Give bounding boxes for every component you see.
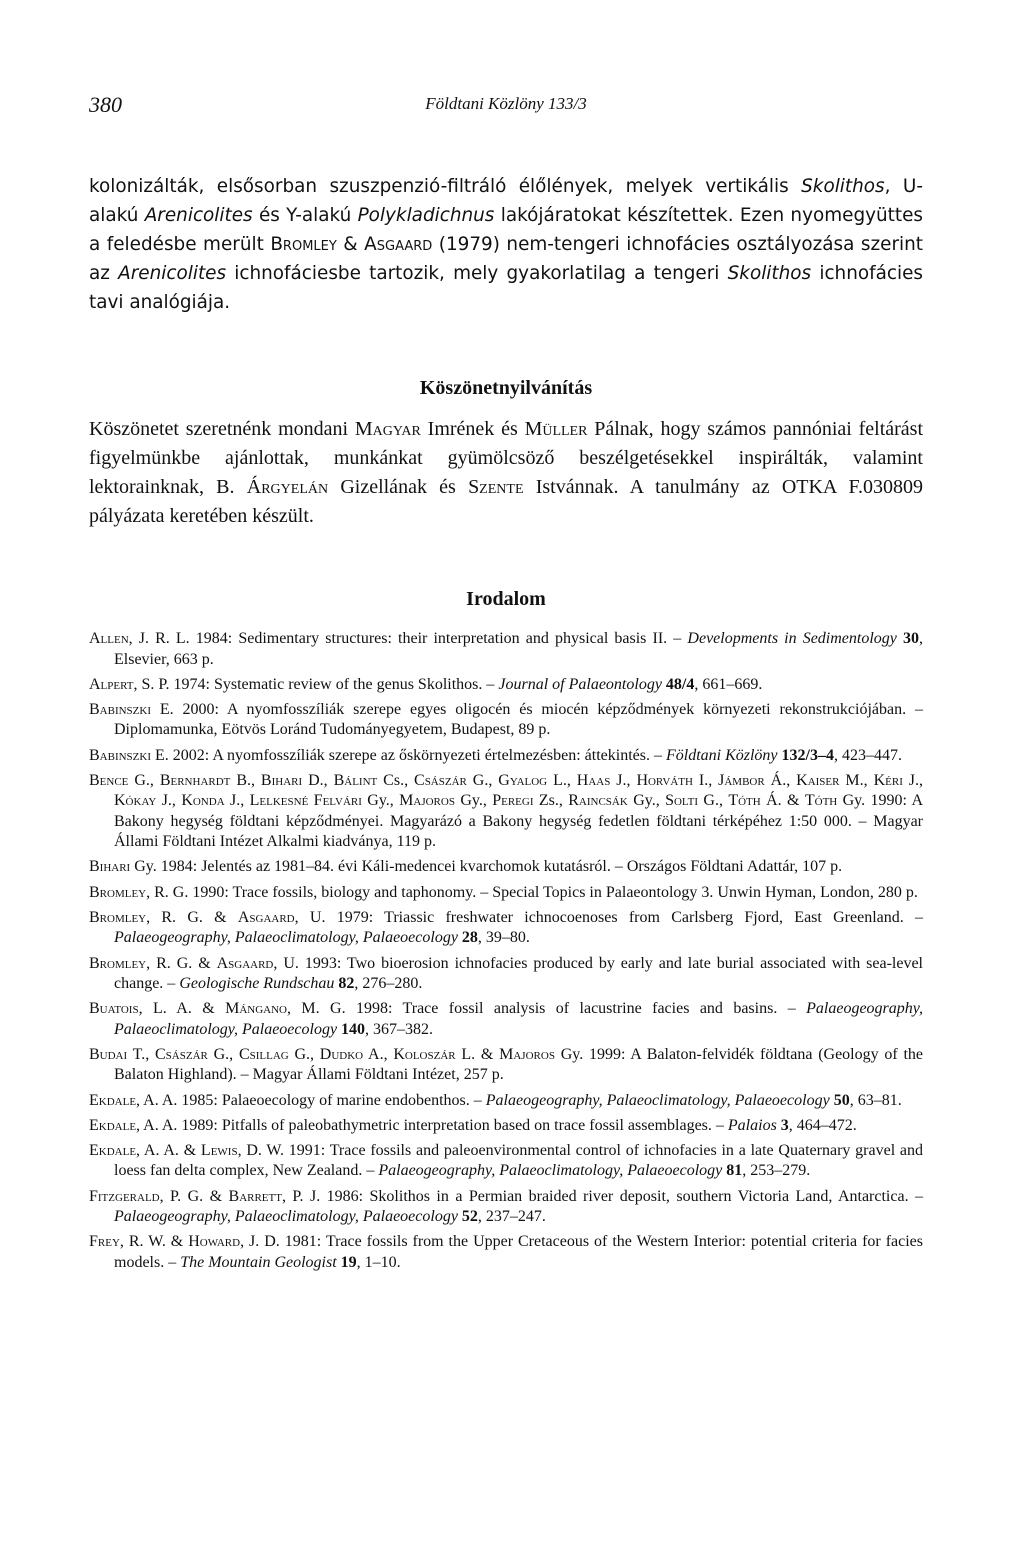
- reference-text: , 367–382.: [365, 1020, 434, 1038]
- reference-author: Tóth: [804, 792, 838, 810]
- reference-entry: [89, 1232, 923, 1273]
- reference-text: , 276–280.: [354, 975, 423, 992]
- reference-author: Asgaard: [237, 908, 295, 926]
- person-name: Szente: [468, 476, 524, 498]
- reference-text: , 423–447.: [833, 746, 902, 764]
- reference-text: , J. R. L. 1984: Sedimentary structures: their interpretation and physical basis II. –: [128, 630, 688, 647]
- reference-text: G.,: [207, 1045, 239, 1063]
- reference-text: J.,: [156, 792, 182, 810]
- body-paragraph: [89, 172, 923, 317]
- reference-source: The Mountain Geologist: [180, 1253, 337, 1271]
- reference-text: , 661–669.: [694, 675, 763, 693]
- reference-text: , A. A. &: [136, 1141, 201, 1159]
- reference-text: Gy. 1990: A Bakony hegység földtani képződményei. Magyarázó a Bakony hegység fedetlen földtani térképéhez 1:50 000. – Magyar Állami Földtani Intézet Alkalmi kiadványa, 119 p.: [114, 792, 924, 851]
- reference-author: Fitzgerald: [89, 1187, 160, 1205]
- text-run: Istvánnak. A tanulmány az OTKA F.030809 pályázata keretében készült.: [89, 476, 924, 527]
- reference-text: L. &: [455, 1045, 500, 1063]
- reference-author: Asgaard: [216, 954, 274, 972]
- reference-author: Jámbor: [718, 771, 765, 789]
- reference-source: Palaeogeography, Palaeoclimatology, Palaeoecology: [114, 929, 458, 947]
- person-name: Árgyelán: [246, 476, 329, 498]
- reference-entry: [89, 746, 923, 767]
- reference-source: Developments in Sedimentology: [687, 630, 897, 647]
- references-heading: Irodalom: [466, 588, 546, 610]
- running-head: [89, 92, 923, 122]
- reference-text: , R. G. 1990: Trace fossils, biology and taphonomy. – Special Topics in Palaeontology 3. Unwin Hyman, London, 280 p.: [146, 883, 918, 901]
- taxon-name: Polykladichnus: [357, 205, 495, 226]
- reference-text: , 39–80.: [477, 929, 530, 947]
- reference-source: Palaeogeography, Palaeoclimatology, Palaeoecology: [114, 1208, 458, 1226]
- reference-author: Budai: [89, 1045, 128, 1063]
- reference-text: , S. P. 1974: Systematic review of the genus Skolithos. –: [133, 675, 499, 693]
- reference-entry: [89, 629, 923, 670]
- reference-text: I.,: [692, 771, 719, 789]
- reference-author: Haas: [576, 771, 611, 789]
- reference-entry: [89, 883, 923, 904]
- reference-volume: 52: [461, 1208, 478, 1226]
- reference-text: A.,: [363, 1045, 394, 1063]
- reference-author: Bihari: [260, 771, 303, 789]
- reference-text: , 464–472.: [788, 1116, 857, 1134]
- reference-text: , A. A. 1989: Pitfalls of paleobathymetric interpretation based on trace fossil assemblages. –: [136, 1116, 728, 1134]
- person-name: Müller: [524, 418, 588, 440]
- reference-volume: 81: [726, 1162, 743, 1180]
- reference-text: , R. G. &: [146, 954, 217, 972]
- text-run: Pálnak, hogy számos pannóniai feltárást figyelmünkbe ajánlottak, munkánkat gyümölcsöző beszélgetésekkel inspirálták, valamint lektorainknak, B.: [89, 418, 924, 498]
- acknowledgement-heading: Köszönetnyilvánítás: [419, 377, 593, 399]
- text-run: ichnofáciesbe tartozik, mely gyakorlatilag a tengeri: [226, 263, 728, 284]
- text-run: ichnofácies tavi analógiája.: [89, 263, 923, 313]
- reference-source: Journal of Palaeontology: [498, 675, 662, 693]
- reference-text: , 237–247.: [477, 1208, 546, 1226]
- reference-text: Zs.,: [533, 792, 569, 810]
- reference-author: Konda: [181, 792, 225, 810]
- reference-author: Peregi: [492, 792, 534, 810]
- reference-source: Palaeogeography, Palaeoclimatology, Palaeoecology: [114, 1000, 923, 1038]
- reference-volume: 50: [833, 1091, 850, 1109]
- reference-author: Howard: [188, 1233, 241, 1251]
- reference-author: Dudko: [319, 1045, 364, 1063]
- reference-text: , L. A. &: [138, 1000, 226, 1018]
- text-run: (1979) nem-tengeri ichnofácies osztályozása szerint az: [89, 234, 923, 284]
- reference-text: M.,: [839, 771, 874, 789]
- reference-entry: [89, 700, 923, 741]
- reference-volume: 82: [338, 975, 355, 992]
- reference-volume: 30: [903, 630, 920, 647]
- reference-author: Bihari: [89, 858, 131, 876]
- reference-author: Császár: [155, 1045, 208, 1063]
- taxon-name: Arenicolites: [118, 263, 227, 284]
- reference-text: L.,: [547, 771, 577, 789]
- text-run: Gizellának és: [328, 476, 469, 498]
- reference-text: , A. A. 1985: Palaeoecology of marine endobenthos. –: [136, 1091, 486, 1109]
- reference-author: Majoros: [399, 792, 455, 810]
- reference-author: Gyalog: [498, 771, 548, 789]
- reference-entry: [89, 1091, 923, 1112]
- reference-entry: [89, 954, 923, 995]
- reference-text: E. 2002: A nyomfosszíliák szerepe az őskörnyezeti értelmezésben: áttekintés. –: [151, 746, 666, 764]
- reference-author: Tóth: [728, 792, 761, 810]
- reference-text: J.,: [224, 792, 250, 810]
- page-number: 380: [89, 92, 122, 117]
- reference-text: Cs.,: [377, 771, 415, 789]
- reference-entry: [89, 771, 923, 853]
- reference-volume: 48/4: [665, 675, 695, 693]
- reference-text: Á.,: [764, 771, 797, 789]
- reference-author: Frey: [89, 1233, 120, 1251]
- reference-entry: [89, 675, 923, 696]
- reference-text: J.,: [902, 771, 924, 789]
- taxon-name: Skolithos: [801, 176, 885, 197]
- reference-author: Mángano: [225, 1000, 287, 1018]
- reference-text: G.,: [288, 1045, 320, 1063]
- reference-author: Babinszki: [89, 746, 152, 764]
- reference-entry: [89, 857, 923, 878]
- reference-author: Császár: [414, 771, 467, 789]
- person-name: Magyar: [354, 418, 421, 440]
- reference-source: Geologische Rundschau: [179, 975, 335, 992]
- reference-entry: [89, 1045, 923, 1086]
- reference-text: G.,: [698, 792, 729, 810]
- reference-author: Solti: [665, 792, 699, 810]
- text-run: Köszönetet szeretnénk mondani: [89, 418, 355, 440]
- reference-text: G.,: [128, 771, 160, 789]
- reference-text: , P. G. &: [159, 1187, 229, 1205]
- reference-volume: 140: [341, 1020, 366, 1038]
- text-run: , U-alakú: [89, 176, 923, 226]
- reference-text: Gy.,: [361, 792, 400, 810]
- reference-volume: 28: [461, 929, 478, 947]
- reference-text: Gy. 1999: A Balaton-felvidék földtana (Geology of the Balaton Highland). – Magyar Állami Földtani Intézet, 257 p.: [114, 1045, 924, 1084]
- reference-text: , J. D. 1981: Trace fossils from the Upper Cretaceous of the Western Interior: potential criteria for facies models. –: [114, 1233, 923, 1271]
- acknowledgement-paragraph: [89, 415, 923, 531]
- reference-entry: [89, 1141, 923, 1182]
- journal-title: Földtani Közlöny 133/3: [425, 94, 587, 113]
- reference-text: , 1–10.: [356, 1253, 401, 1271]
- reference-source: Földtani Közlöny: [665, 746, 778, 764]
- taxon-name: Arenicolites: [144, 205, 253, 226]
- text-run: kolonizálták, elsősorban szuszpenzió-filtráló élőlények, melyek vertikális: [89, 176, 802, 197]
- reference-author: Horváth: [636, 771, 693, 789]
- reference-author: Ekdale: [89, 1116, 137, 1134]
- author-name: Bromley: [270, 234, 337, 255]
- reference-text: Gy.,: [627, 792, 666, 810]
- reference-source: Palaeogeography, Palaeoclimatology, Palaeoecology: [485, 1091, 830, 1109]
- reference-entry: [89, 1187, 923, 1228]
- text-run: lakójáratokat készítettek. Ezen nyomegyüttes a feledésbe merült: [89, 205, 923, 255]
- reference-text: , 63–81.: [849, 1091, 902, 1109]
- reference-author: Kéri: [873, 771, 903, 789]
- reference-author: Bálint: [333, 771, 378, 789]
- reference-author: Bernhardt: [159, 771, 231, 789]
- reference-volume: 3: [780, 1116, 789, 1134]
- reference-author: Lewis: [200, 1141, 238, 1159]
- journal-page: [89, 92, 923, 1278]
- reference-text: , U. 1979: Triassic freshwater ichnocoenoses from Carlsberg Fjord, East Greenland. –: [294, 908, 924, 926]
- reference-author: Bromley: [89, 908, 147, 926]
- reference-author: Babinszki: [89, 700, 152, 718]
- text-run: és Y-alakú: [252, 205, 358, 226]
- reference-text: , U. 1993: Two bioerosion ichnofacies produced by early and late burial associated with sea-level change. –: [114, 954, 923, 992]
- reference-list: [89, 629, 923, 1273]
- reference-author: Bence: [89, 771, 129, 789]
- text-run: Imrének és: [420, 418, 525, 440]
- reference-entry: [89, 999, 923, 1040]
- reference-author: Raincsák: [568, 792, 628, 810]
- text-run: &: [336, 234, 365, 255]
- reference-text: , Elsevier, 663 p.: [114, 630, 924, 668]
- reference-source: Palaeogeography, Palaeoclimatology, Palaeoecology: [378, 1162, 723, 1180]
- reference-text: Gy. 1984: Jelentés az 1981–84. évi Káli-medencei kvarchomok kutatásról. – Országos Földtani Adattár, 107 p.: [130, 858, 843, 876]
- reference-entry: [89, 908, 923, 949]
- reference-author: Kaiser: [796, 771, 840, 789]
- reference-author: Majoros: [499, 1045, 555, 1063]
- reference-author: Bromley: [89, 883, 147, 901]
- reference-author: Csillag: [238, 1045, 289, 1063]
- reference-text: D.,: [302, 771, 334, 789]
- reference-entry: [89, 1116, 923, 1137]
- reference-text: , P. J. 1986: Skolithos in a Permian braided river deposit, southern Victoria Land, Antarctica. –: [281, 1187, 924, 1205]
- reference-volume: 132/3–4: [781, 746, 834, 764]
- reference-author: Alpert: [89, 675, 134, 693]
- reference-author: Kókay: [114, 792, 157, 810]
- reference-text: , 253–279.: [742, 1162, 811, 1180]
- reference-text: , M. G. 1998: Trace fossil analysis of lacustrine facies and basins. –: [286, 1000, 807, 1018]
- reference-text: B.,: [230, 771, 261, 789]
- author-name: Asgaard: [364, 234, 433, 255]
- reference-text: T.,: [127, 1045, 155, 1063]
- reference-text: E. 2000: A nyomfosszíliák szerepe egyes oligocén és miocén képződmények környezeti rekonstrukciójában. – Diplomamunka, Eötvös Loránd Tudományegyetem, Budapest, 89 p.: [114, 700, 923, 739]
- reference-text: J.,: [610, 771, 637, 789]
- reference-author: Buatois: [89, 1000, 139, 1018]
- reference-text: G.,: [466, 771, 499, 789]
- taxon-name: Skolithos: [727, 263, 812, 284]
- reference-volume: 19: [340, 1253, 357, 1271]
- reference-author: Lelkesné Felvári: [249, 792, 362, 810]
- reference-author: Ekdale: [89, 1091, 137, 1109]
- reference-text: , R. G. &: [146, 908, 238, 926]
- reference-author: Ekdale: [89, 1141, 137, 1159]
- reference-author: Allen: [89, 630, 129, 647]
- reference-text: , D. W. 1991: Trace fossils and paleoenvironmental control of ichnofacies in a late Quaternary gravel and loess fan delta complex, New Zealand. –: [114, 1141, 924, 1180]
- reference-author: Barrett: [228, 1187, 282, 1205]
- reference-source: Palaios: [727, 1116, 777, 1134]
- reference-author: Bromley: [89, 954, 147, 972]
- reference-text: Á. &: [760, 792, 805, 810]
- reference-author: Koloszár: [393, 1045, 456, 1063]
- reference-text: Gy.,: [454, 792, 493, 810]
- reference-text: , R. W. &: [119, 1233, 189, 1251]
